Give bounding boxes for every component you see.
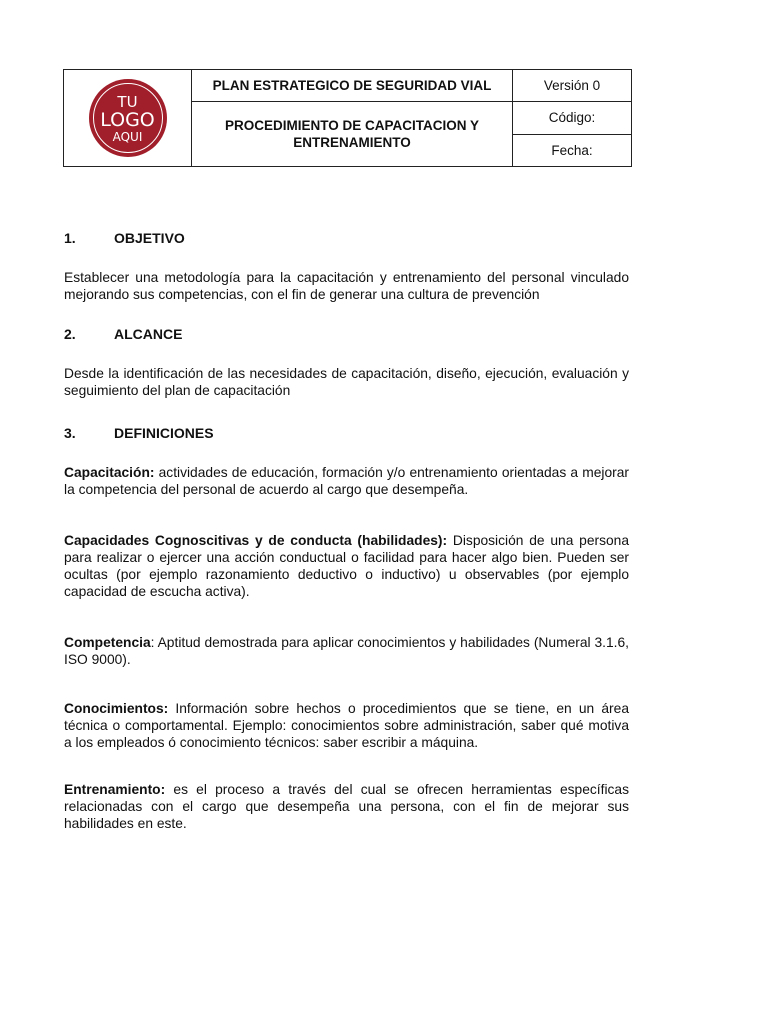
definition-capacitacion bbox=[64, 464, 629, 498]
section-number: 2. bbox=[64, 326, 76, 342]
document-title: PLAN ESTRATEGICO DE SEGURIDAD VIAL bbox=[192, 70, 513, 102]
logo-cell bbox=[64, 70, 192, 167]
section-number: 1. bbox=[64, 230, 76, 246]
code-cell: Código: bbox=[513, 102, 632, 134]
section-number: 3. bbox=[64, 425, 76, 441]
section-title: OBJETIVO bbox=[114, 230, 185, 246]
definition-entrenamiento bbox=[64, 781, 629, 832]
definition-text: Disposición de una persona para realizar o ejercer una acción conductual o facilidad para hacer algo bien. Pueden ser ocultas (por ejemplo razonamiento deductivo o inductivo) u observables (por ejemplo capacidad de escucha activa). bbox=[64, 533, 629, 599]
definition-term: Capacitación: bbox=[64, 465, 155, 480]
section-title: ALCANCE bbox=[114, 326, 183, 342]
document-subtitle: PROCEDIMIENTO DE CAPACITACION Y ENTRENAMIENTO bbox=[192, 102, 513, 167]
date-cell: Fecha: bbox=[513, 134, 632, 166]
definition-text: Información sobre hechos o procedimientos que se tiene, en un área técnica o comportamental. Ejemplo: conocimientos sobre administración, saber qué motiva a los empleados ó conocimiento técnicos: saber escribir a máquina. bbox=[64, 701, 629, 750]
definition-text: es el proceso a través del cual se ofrecen herramientas específicas relacionadas con el cargo que desempeña una persona, con el fin de mejorar sus habilidades en este. bbox=[64, 782, 629, 831]
company-logo bbox=[89, 79, 167, 157]
definition-term: Capacidades Cognoscitivas y de conducta (habilidades): bbox=[64, 533, 448, 548]
definition-capacidades bbox=[64, 532, 629, 600]
definition-term: Conocimientos: bbox=[64, 701, 169, 716]
logo-line-1: TU bbox=[117, 93, 138, 111]
definition-term: Entrenamiento: bbox=[64, 782, 166, 797]
definition-text: : Aptitud demostrada para aplicar conocimientos y habilidades (Numeral 3.1.6, ISO 9000). bbox=[64, 635, 629, 667]
section-heading-objetivo bbox=[64, 230, 629, 247]
section-heading-definiciones bbox=[64, 425, 629, 442]
document-body bbox=[64, 230, 629, 832]
logo-line-3: AQUI bbox=[112, 130, 143, 144]
definition-text: actividades de educación, formación y/o entrenamiento orientadas a mejorar la competencia del personal de acuerdo al cargo que desempeña. bbox=[64, 465, 629, 497]
alcance-paragraph: Desde la identificación de las necesidades de capacitación, diseño, ejecución, evaluación y seguimiento del plan de capacitación bbox=[64, 366, 629, 398]
objetivo-paragraph: Establecer una metodología para la capacitación y entrenamiento del personal vinculado mejorando sus competencias, con el fin de generar una cultura de prevención bbox=[64, 270, 629, 302]
definition-term: Competencia bbox=[64, 635, 151, 650]
logo-line-2: LOGO bbox=[100, 109, 155, 131]
version-cell: Versión 0 bbox=[513, 70, 632, 102]
definition-competencia bbox=[64, 634, 629, 668]
definition-conocimientos bbox=[64, 700, 629, 751]
document-header-table bbox=[63, 69, 632, 167]
section-title: DEFINICIONES bbox=[114, 425, 214, 441]
section-heading-alcance bbox=[64, 326, 629, 343]
